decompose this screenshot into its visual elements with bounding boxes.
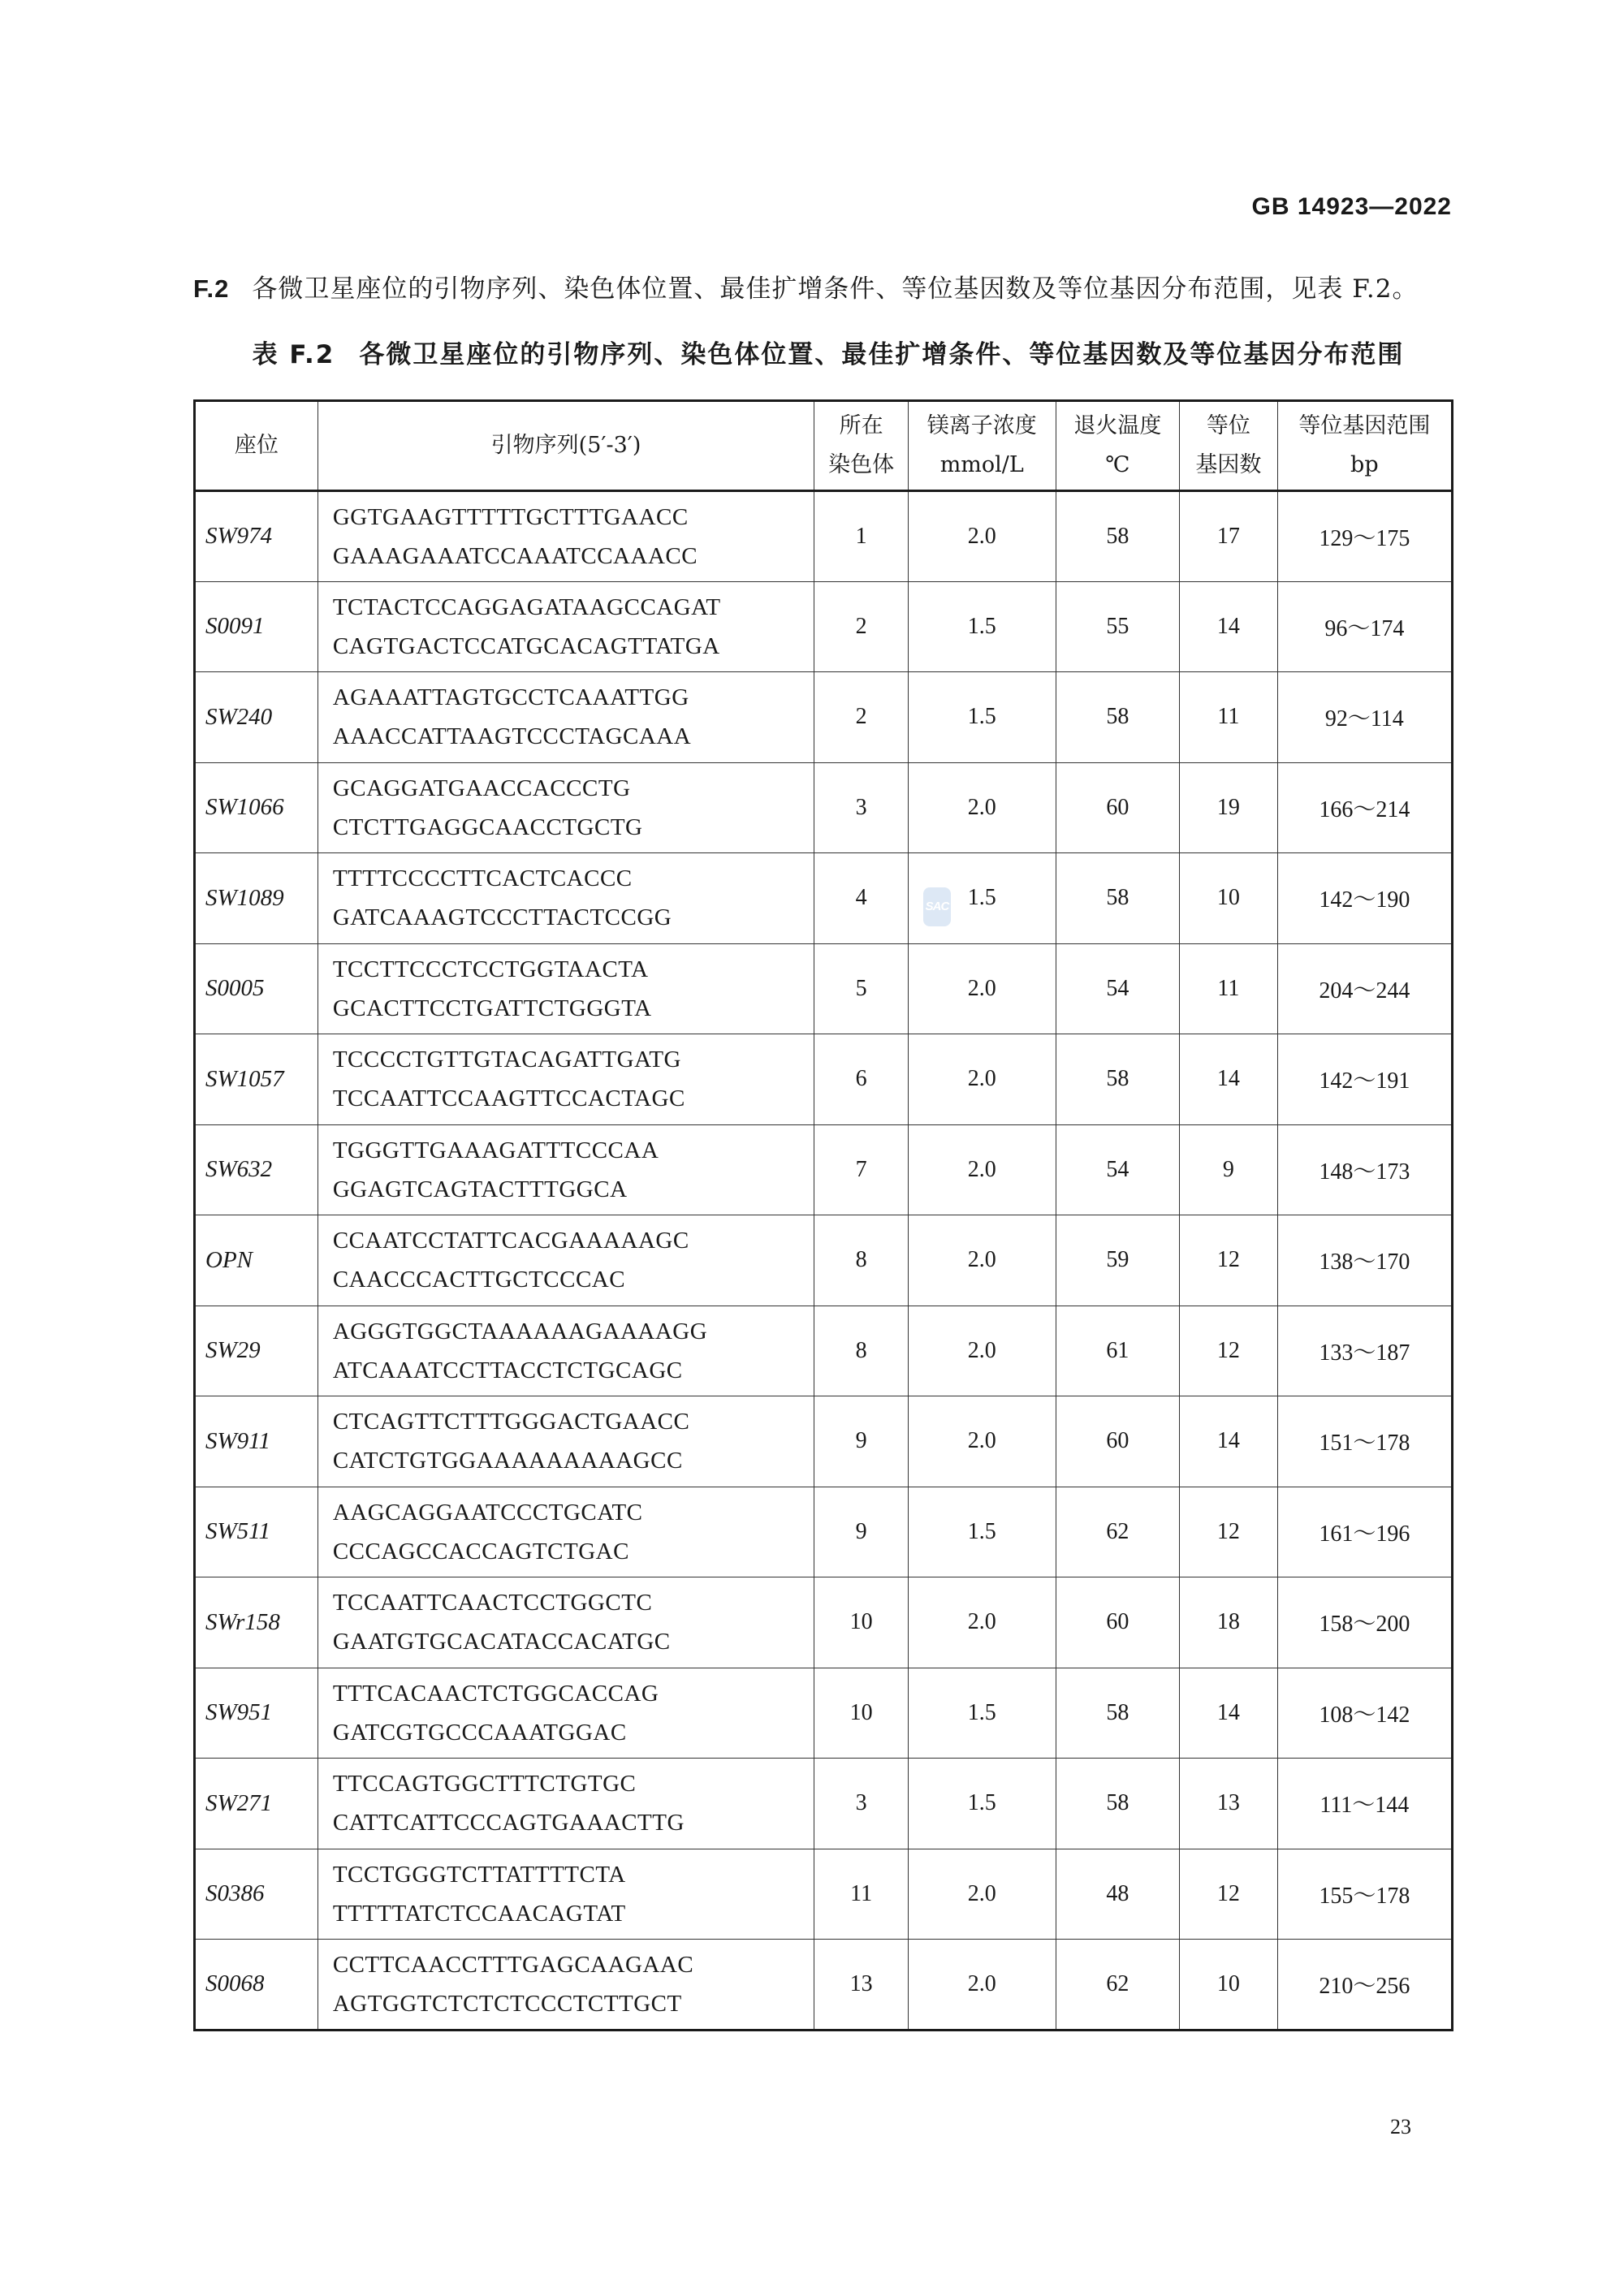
primer-sequence-cell bbox=[317, 1849, 814, 1940]
primer-sequence-cell bbox=[317, 1124, 814, 1215]
table-row bbox=[195, 1034, 1453, 1125]
allele-range-cell: 158～200 bbox=[1277, 1577, 1452, 1668]
header-mg-concentration: 镁离子浓度 mmol/L bbox=[908, 401, 1056, 491]
allele-count-cell: 9 bbox=[1180, 1124, 1278, 1215]
annealing-temp-cell: 54 bbox=[1056, 943, 1179, 1034]
allele-count-cell: 10 bbox=[1180, 1940, 1278, 2031]
primer-sequence-cell bbox=[317, 1759, 814, 1849]
primer-sequence-cell bbox=[317, 1396, 814, 1487]
forward-primer: TGGGTTGAAAGATTTCCCAA bbox=[332, 1137, 659, 1163]
allele-count-cell: 12 bbox=[1180, 1215, 1278, 1306]
allele-range-cell: 133～187 bbox=[1277, 1306, 1452, 1396]
forward-primer: TCCTGGGTCTTATTTTCTA bbox=[332, 1861, 626, 1888]
header-primer-sequence: 引物序列(5′-3′) bbox=[317, 401, 814, 491]
locus-cell: SW1089 bbox=[195, 853, 318, 944]
allele-count-cell: 17 bbox=[1180, 491, 1278, 582]
allele-range-cell: 96～174 bbox=[1277, 581, 1452, 672]
annealing-temp-cell: 55 bbox=[1056, 581, 1179, 672]
header-chromosome: 所在 染色体 bbox=[814, 401, 909, 491]
mg-concentration-cell: 1.5 bbox=[908, 581, 1056, 672]
reverse-primer: GATCGTGCCCAAATGGAC bbox=[332, 1719, 627, 1746]
chromosome-cell: 6 bbox=[814, 1034, 909, 1125]
allele-count-cell: 10 bbox=[1180, 853, 1278, 944]
locus-cell: SW632 bbox=[195, 1124, 318, 1215]
table-header-row bbox=[195, 401, 1453, 491]
table-body bbox=[195, 491, 1453, 2031]
forward-primer: AAGCAGGAATCCCTGCATC bbox=[332, 1499, 643, 1526]
table-row bbox=[195, 1396, 1453, 1487]
allele-count-cell: 12 bbox=[1180, 1849, 1278, 1940]
chromosome-cell: 10 bbox=[814, 1668, 909, 1759]
annealing-temp-cell: 58 bbox=[1056, 1668, 1179, 1759]
reverse-primer: GAAAGAAATCCAAATCCAAACC bbox=[332, 542, 698, 569]
chromosome-cell: 3 bbox=[814, 762, 909, 853]
mg-concentration-cell: 2.0 bbox=[908, 1940, 1056, 2031]
mg-concentration-cell: 2.0 bbox=[908, 1396, 1056, 1487]
intro-text: 各微卫星座位的引物序列、染色体位置、最佳扩增条件、等位基因数及等位基因分布范围，见表 F.2。 bbox=[252, 274, 1419, 304]
reverse-primer: GGAGTCAGTACTTTGGCA bbox=[332, 1176, 628, 1202]
reverse-primer: GAATGTGCACATACCACATGC bbox=[332, 1629, 671, 1655]
allele-range-cell: 129～175 bbox=[1277, 491, 1452, 582]
forward-primer: GGTGAAGTTTTTGCTTTGAACC bbox=[332, 503, 689, 530]
header-allele-count: 等位 基因数 bbox=[1180, 401, 1278, 491]
annealing-temp-cell: 48 bbox=[1056, 1849, 1179, 1940]
locus-cell: SW951 bbox=[195, 1668, 318, 1759]
locus-cell: SW511 bbox=[195, 1487, 318, 1577]
annealing-temp-cell: 58 bbox=[1056, 491, 1179, 582]
locus-cell: OPN bbox=[195, 1215, 318, 1306]
annealing-temp-cell: 61 bbox=[1056, 1306, 1179, 1396]
reverse-primer: CATTCATTCCCAGTGAAACTTG bbox=[332, 1810, 685, 1836]
reverse-primer: AGTGGTCTCTCTCCCTCTTGCT bbox=[332, 1990, 682, 2017]
locus-cell: S0091 bbox=[195, 581, 318, 672]
primer-sequence-cell bbox=[317, 943, 814, 1034]
mg-concentration-cell: 2.0 bbox=[908, 943, 1056, 1034]
annealing-temp-cell: 62 bbox=[1056, 1940, 1179, 2031]
forward-primer: CCAATCCTATTCACGAAAAAGC bbox=[332, 1228, 689, 1254]
annealing-temp-cell: 60 bbox=[1056, 1396, 1179, 1487]
table-row bbox=[195, 1215, 1453, 1306]
forward-primer: GCAGGATGAACCACCCTG bbox=[332, 775, 631, 801]
chromosome-cell: 7 bbox=[814, 1124, 909, 1215]
reverse-primer: TCCAATTCCAAGTTCCACTAGC bbox=[332, 1085, 685, 1112]
mg-concentration-cell: 2.0 bbox=[908, 1577, 1056, 1668]
chromosome-cell: 2 bbox=[814, 672, 909, 763]
chromosome-cell: 9 bbox=[814, 1396, 909, 1487]
allele-range-cell: 148～173 bbox=[1277, 1124, 1452, 1215]
chromosome-cell: 1 bbox=[814, 491, 909, 582]
mg-concentration-cell: 2.0 bbox=[908, 1306, 1056, 1396]
allele-range-cell: 210～256 bbox=[1277, 1940, 1452, 2031]
table-row bbox=[195, 1487, 1453, 1577]
section-number: F.2 bbox=[193, 274, 230, 303]
table-row bbox=[195, 1577, 1453, 1668]
mg-concentration-cell: 2.0 bbox=[908, 1849, 1056, 1940]
locus-cell: S0068 bbox=[195, 1940, 318, 2031]
locus-cell: SW271 bbox=[195, 1759, 318, 1849]
mg-concentration-cell: 2.0 bbox=[908, 1215, 1056, 1306]
primer-sequence-cell bbox=[317, 1577, 814, 1668]
forward-primer: TTCCAGTGGCTTTCTGTGC bbox=[332, 1771, 637, 1798]
allele-count-cell: 12 bbox=[1180, 1306, 1278, 1396]
forward-primer: TTTTCCCCTTCACTCACCC bbox=[332, 865, 633, 892]
allele-range-cell: 108～142 bbox=[1277, 1668, 1452, 1759]
document-code: GB 14923—2022 bbox=[1251, 193, 1452, 220]
allele-range-cell: 155～178 bbox=[1277, 1849, 1452, 1940]
mg-concentration-cell: 1.5 bbox=[908, 1487, 1056, 1577]
page-number: 23 bbox=[1390, 2115, 1411, 2138]
forward-primer: AGAAATTAGTGCCTCAAATTGG bbox=[332, 684, 689, 711]
annealing-temp-cell: 60 bbox=[1056, 762, 1179, 853]
primer-sequence-cell bbox=[317, 1487, 814, 1577]
mg-concentration-cell: 1.5 bbox=[908, 853, 1056, 944]
mg-concentration-cell: 2.0 bbox=[908, 1034, 1056, 1125]
chromosome-cell: 10 bbox=[814, 1577, 909, 1668]
table-row bbox=[195, 943, 1453, 1034]
primer-sequence-cell bbox=[317, 853, 814, 944]
chromosome-cell: 4 bbox=[814, 853, 909, 944]
chromosome-cell: 3 bbox=[814, 1759, 909, 1849]
primer-sequence-cell bbox=[317, 1034, 814, 1125]
sac-watermark-logo: SAC bbox=[923, 887, 951, 926]
table-row bbox=[195, 1124, 1453, 1215]
forward-primer: CTCAGTTCTTTGGGACTGAACC bbox=[332, 1409, 690, 1435]
allele-count-cell: 11 bbox=[1180, 943, 1278, 1034]
reverse-primer: AAACCATTAAGTCCCTAGCAAA bbox=[332, 723, 692, 750]
header-annealing-temp: 退火温度 ℃ bbox=[1056, 401, 1179, 491]
chromosome-cell: 8 bbox=[814, 1215, 909, 1306]
locus-cell: SW1057 bbox=[195, 1034, 318, 1125]
locus-cell: SW911 bbox=[195, 1396, 318, 1487]
mg-concentration-cell: 1.5 bbox=[908, 1759, 1056, 1849]
allele-range-cell: 138～170 bbox=[1277, 1215, 1452, 1306]
chromosome-cell: 9 bbox=[814, 1487, 909, 1577]
allele-count-cell: 14 bbox=[1180, 1034, 1278, 1125]
primer-sequence-cell bbox=[317, 672, 814, 763]
reverse-primer: ATCAAATCCTTACCTCTGCAGC bbox=[332, 1357, 683, 1383]
primer-sequence-cell bbox=[317, 1940, 814, 2031]
forward-primer: TCCAATTCAACTCCTGGCTC bbox=[332, 1590, 653, 1616]
annealing-temp-cell: 58 bbox=[1056, 1759, 1179, 1849]
primer-sequence-cell bbox=[317, 762, 814, 853]
allele-range-cell: 161～196 bbox=[1277, 1487, 1452, 1577]
primer-sequence-cell bbox=[317, 581, 814, 672]
primer-table bbox=[193, 399, 1453, 2031]
reverse-primer: TTTTTATCTCCAACAGTAT bbox=[332, 1900, 626, 1927]
reverse-primer: CATCTGTGGAAAAAAAAAGCC bbox=[332, 1448, 683, 1474]
mg-concentration-cell: 2.0 bbox=[908, 491, 1056, 582]
allele-count-cell: 19 bbox=[1180, 762, 1278, 853]
primer-sequence-cell bbox=[317, 1668, 814, 1759]
locus-cell: SWr158 bbox=[195, 1577, 318, 1668]
annealing-temp-cell: 58 bbox=[1056, 672, 1179, 763]
annealing-temp-cell: 62 bbox=[1056, 1487, 1179, 1577]
chromosome-cell: 13 bbox=[814, 1940, 909, 2031]
allele-count-cell: 11 bbox=[1180, 672, 1278, 763]
forward-primer: CCTTCAACCTTTGAGCAAGAAC bbox=[332, 1951, 694, 1978]
chromosome-cell: 8 bbox=[814, 1306, 909, 1396]
primer-sequence-cell bbox=[317, 1306, 814, 1396]
reverse-primer: CTCTTGAGGCAACCTGCTG bbox=[332, 814, 643, 840]
primer-sequence-cell bbox=[317, 491, 814, 582]
forward-primer: TCTACTCCAGGAGATAAGCCAGAT bbox=[332, 593, 721, 620]
reverse-primer: CCCAGCCACCAGTCTGAC bbox=[332, 1538, 629, 1564]
primer-sequence-cell bbox=[317, 1215, 814, 1306]
table-row bbox=[195, 1849, 1453, 1940]
allele-count-cell: 14 bbox=[1180, 1396, 1278, 1487]
allele-count-cell: 14 bbox=[1180, 1668, 1278, 1759]
reverse-primer: GCACTTCCTGATTCTGGGTA bbox=[332, 995, 652, 1021]
locus-cell: S0005 bbox=[195, 943, 318, 1034]
table-caption-number: 表 F.2 bbox=[252, 340, 335, 369]
locus-cell: S0386 bbox=[195, 1849, 318, 1940]
table-caption bbox=[0, 334, 1624, 370]
locus-cell: SW240 bbox=[195, 672, 318, 763]
locus-cell: SW974 bbox=[195, 491, 318, 582]
table-row bbox=[195, 672, 1453, 763]
allele-count-cell: 13 bbox=[1180, 1759, 1278, 1849]
allele-range-cell: 204～244 bbox=[1277, 943, 1452, 1034]
locus-cell: SW1066 bbox=[195, 762, 318, 853]
table-row bbox=[195, 1940, 1453, 2031]
allele-range-cell: 111～144 bbox=[1277, 1759, 1452, 1849]
intro-paragraph bbox=[193, 268, 1418, 304]
reverse-primer: CAGTGACTCCATGCACAGTTATGA bbox=[332, 632, 720, 659]
allele-range-cell: 142～190 bbox=[1277, 853, 1452, 944]
forward-primer: AGGGTGGCTAAAAAAGAAAAGG bbox=[332, 1318, 708, 1344]
chromosome-cell: 11 bbox=[814, 1849, 909, 1940]
annealing-temp-cell: 54 bbox=[1056, 1124, 1179, 1215]
header-locus: 座位 bbox=[195, 401, 318, 491]
locus-cell: SW29 bbox=[195, 1306, 318, 1396]
allele-count-cell: 14 bbox=[1180, 581, 1278, 672]
mg-concentration-cell: 1.5 bbox=[908, 672, 1056, 763]
allele-range-cell: 92～114 bbox=[1277, 672, 1452, 763]
forward-primer: TCCTTCCCTCCTGGTAACTA bbox=[332, 956, 649, 982]
annealing-temp-cell: 58 bbox=[1056, 1034, 1179, 1125]
forward-primer: TCCCCTGTTGTACAGATTGATG bbox=[332, 1047, 681, 1073]
annealing-temp-cell: 59 bbox=[1056, 1215, 1179, 1306]
allele-range-cell: 166～214 bbox=[1277, 762, 1452, 853]
table-row bbox=[195, 1668, 1453, 1759]
forward-primer: TTTCACAACTCTGGCACCAG bbox=[332, 1680, 659, 1707]
annealing-temp-cell: 58 bbox=[1056, 853, 1179, 944]
mg-concentration-cell: 2.0 bbox=[908, 1124, 1056, 1215]
allele-range-cell: 151～178 bbox=[1277, 1396, 1452, 1487]
allele-count-cell: 12 bbox=[1180, 1487, 1278, 1577]
mg-concentration-cell: 1.5 bbox=[908, 1668, 1056, 1759]
reverse-primer: GATCAAAGTCCCTTACTCCGG bbox=[332, 904, 672, 931]
table-row bbox=[195, 1306, 1453, 1396]
chromosome-cell: 2 bbox=[814, 581, 909, 672]
table-row bbox=[195, 491, 1453, 582]
mg-concentration-cell: 2.0 bbox=[908, 762, 1056, 853]
allele-range-cell: 142～191 bbox=[1277, 1034, 1452, 1125]
table-caption-title: 各微卫星座位的引物序列、染色体位置、最佳扩增条件、等位基因数及等位基因分布范围 bbox=[359, 340, 1405, 369]
allele-count-cell: 18 bbox=[1180, 1577, 1278, 1668]
chromosome-cell: 5 bbox=[814, 943, 909, 1034]
reverse-primer: CAACCCACTTGCTCCCAC bbox=[332, 1267, 626, 1293]
table-row bbox=[195, 853, 1453, 944]
table-row bbox=[195, 762, 1453, 853]
header-allele-range: 等位基因范围 bp bbox=[1277, 401, 1452, 491]
table-row bbox=[195, 1759, 1453, 1849]
annealing-temp-cell: 60 bbox=[1056, 1577, 1179, 1668]
table-row bbox=[195, 581, 1453, 672]
